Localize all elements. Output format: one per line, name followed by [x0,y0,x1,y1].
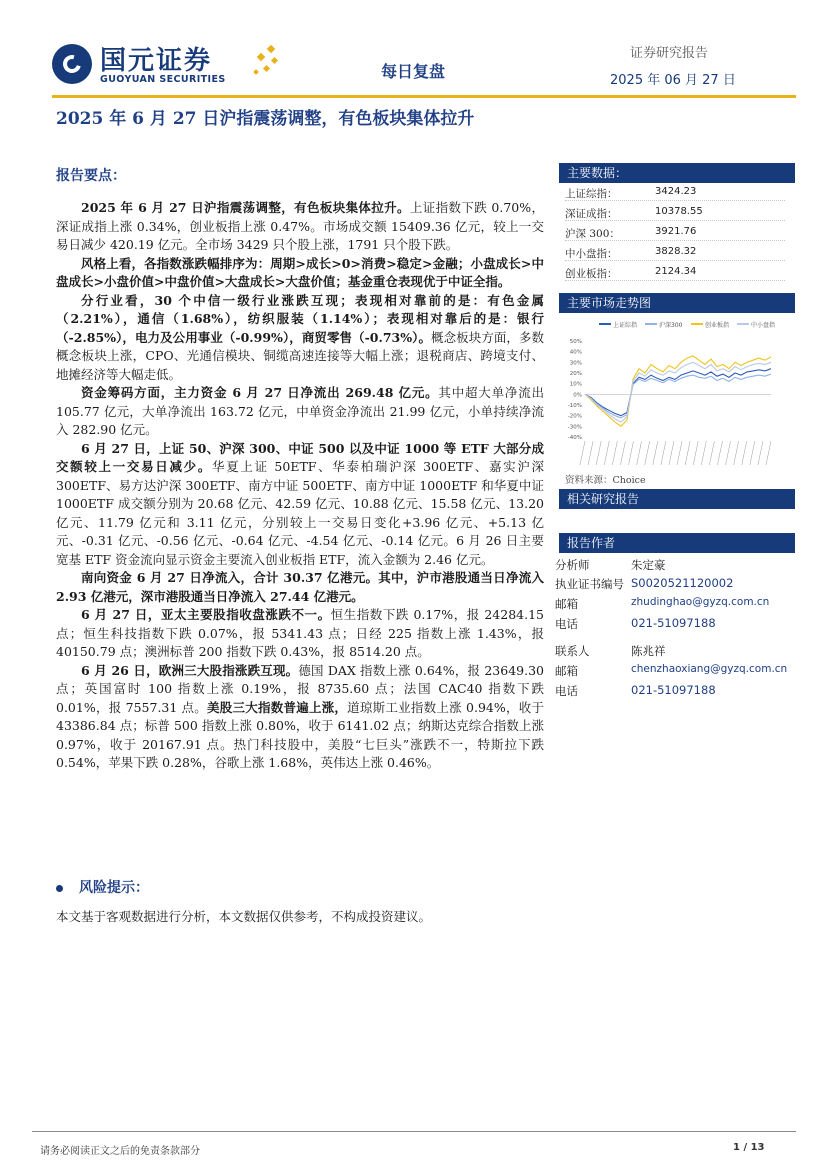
y-tick-label: 30% [569,360,582,367]
x-tick-mark [726,441,731,465]
x-tick-mark [637,441,642,465]
company-logo [52,40,282,96]
paragraph: 6 月 26 日，欧洲三大股指涨跌互现。德国 DAX 指数上涨 0.64%，报 23649.30 点；英国富时 100 指数上涨 0.19%，报 8735.60 点；法国 CAC40 指数下跌 0.01%，报 7557.31 点。美股三大指数普遍上涨，道琼斯工业指数上涨 0.94%，收于 43386.84 点；标普 500 指数上涨 0.80%，收于 6141.02 点；纳斯达克综合指数上涨 0.97%，收于 20167.91 点。热门科技股中，美股“七巨头”涨跌不一，特斯拉下跌 0.54%，苹果下跌 0.28%，谷歌上涨 1.68%，英伟达上涨 0.46%。 [56,662,544,770]
series-line [585,356,771,426]
series-line [585,362,771,422]
x-tick-mark [685,441,690,465]
key-data-row: 创业板指： 2124.34 [565,264,785,281]
logo-mark-icon [52,44,92,84]
key-data-row: 深证成指： 10378.55 [565,204,785,221]
x-tick-mark [742,441,747,465]
bullet-icon [56,885,63,892]
paragraph: 6 月 27 日，上证 50、沪深 300、中证 500 以及中证 1000 等 ETF 大部分成交额较上一交易日减少。华夏上证 50ETF、华泰柏瑞沪深 300ETF、嘉实沪深 300ETF、易方达沪深 300ETF、南方中证 500ETF、南方中证 1000ETF 和华夏中证 1000ETF 成交额分别为 20.68 亿元、42.59 亿元、10.88 亿元、15.58 亿元、13.20 亿元、11.79 亿元和 3.11 亿元，分别较上一交易日变化+3.96 亿元、+5.13 亿元、-0.31 亿元、-0.56 亿元、-0.64 亿元、-4.54 亿元、-0.14 亿元。6 月 26 日主要宽基 ETF 资金流向显示资金主要流入创业板指 ETF，流入金额为 2.46 亿元。 [56,440,544,567]
logo-stars-icon [250,44,284,80]
key-data-row: 沪深 300： 3921.76 [565,224,785,241]
y-tick-label: 20% [569,371,582,377]
risk-text: 本文基于客观数据进行分析，本文数据仅供参考，不构成投资建议。 [56,909,432,924]
key-data-row: 上证综指： 3424.23 [565,184,785,201]
report-type: 证券研究报告 [630,46,709,61]
key-data-row: 中小盘指： 3828.32 [565,244,785,261]
x-tick-mark [620,441,625,465]
authors-header: 报告作者 [559,533,795,553]
footer-divider [32,1131,796,1132]
y-tick-label: -10% [567,403,582,409]
paragraph: 2025 年 6 月 27 日沪指震荡调整，有色板块集体拉升。上证指数下跌 0.70%，深证成指上涨 0.34%，创业板指上涨 0.47%。市场成交额 15409.36 亿元，较上一交易日减少 420.19 亿元。全市场 3429 只个股上涨，1791 只个股下跌。 [56,200,544,252]
x-tick-mark [629,441,634,465]
x-tick-mark [701,441,706,465]
y-tick-label: 40% [569,349,582,356]
x-tick-mark [661,441,666,465]
x-tick-mark [580,441,585,465]
paragraph: 6 月 27 日，亚太主要股指收盘涨跌不一。恒生指数下跌 0.17%，报 24284.15 点；恒生科技指数下跌 0.07%，报 5341.43 点；日经 225 指数上涨 1.43%，报 40150.79 点；澳洲标普 200 指数下跌 0.43%，报 8514.20 点。 [56,607,544,659]
summary-label: 报告要点： [56,168,126,184]
x-tick-mark [588,441,593,465]
market-trend-chart [559,315,795,470]
legend-label: 沪深300 [659,322,683,329]
y-tick-label: -30% [567,424,582,431]
series-line [585,374,771,418]
y-tick-label: -20% [567,413,582,420]
y-tick-label: 10% [569,381,582,388]
x-tick-mark [612,441,617,465]
daily-review-label: 每日复盘 [381,62,446,81]
x-tick-mark [645,441,650,465]
risk-heading: 风险提示： [56,877,149,897]
x-tick-mark [653,441,658,465]
x-tick-mark [734,441,739,465]
market-chart-header: 主要市场走势图 [559,293,795,313]
logo-chinese-name: 国元证券 [100,46,213,76]
y-tick-label: -40% [567,435,582,441]
x-tick-mark [717,441,722,465]
related-reports-header: 相关研究报告 [559,489,795,509]
footer-disclaimer: 请务必阅读正文之后的免责条款部分 [40,1146,200,1157]
chart-source: 资料来源：Choice [565,475,646,486]
report-body [56,199,544,773]
report-date: 2025 年 06 月 27 日 [610,73,736,88]
y-tick-label: 0% [573,392,582,399]
y-tick-label: 50% [569,339,582,345]
x-tick-mark [758,441,763,465]
paragraph: 南向资金 6 月 27 日净流入，合计 30.37 亿港元。其中，沪市港股通当日净流入 2.93 亿港元，深市港股通当日净流入 27.44 亿港元。 [56,570,544,604]
key-data-header: 主要数据： [559,163,795,183]
x-tick-mark [596,441,601,465]
logo-english-name: GUOYUAN SECURITIES [100,74,226,85]
page-number: 1 / 13 [733,1142,765,1153]
contact-email-link[interactable]: chenzhaoxiang@gyzq.com.cn [631,663,788,675]
series-line [585,369,771,416]
paragraph: 分行业看，30 个中信一级行业涨跌互现；表现相对靠前的是：有色金属（2.21%），通信（1.68%），纺织服装（1.14%）；表现相对靠后的是：银行（-2.85%），电力及公用事业（-0.99%），商贸零售（-0.73%）。概念板块方面，多数概念板块上涨，CPO、光通信模块、铜缆高速连接等大幅上涨；退税商店、跨境支付、地摊经济等大幅走低。 [56,292,544,382]
analyst-email-link[interactable]: zhudinghao@gyzq.com.cn [631,596,770,608]
x-tick-mark [669,441,674,465]
legend-label: 上证综指 [613,322,638,329]
x-tick-mark [709,441,714,465]
x-tick-mark [604,441,609,465]
legend-label: 中小盘指 [751,322,776,329]
header-divider [52,95,796,98]
x-tick-mark [677,441,682,465]
x-tick-mark [693,441,698,465]
x-tick-mark [766,441,771,465]
x-tick-mark [750,441,755,465]
paragraph: 资金筹码方面，主力资金 6 月 27 日净流出 269.48 亿元。其中超大单净流出 105.77 亿元，大单净流出 163.72 亿元，中单资金净流出 21.99 亿元，小单持续净流入 282.90 亿元。 [56,385,544,437]
legend-label: 创业板指 [705,322,730,329]
paragraph: 风格上看，各指数涨跌幅排序为：周期>成长>0>消费>稳定>金融；小盘成长>中盘成长>小盘价值>中盘价值>大盘成长>大盘价值；基金重仓表现优于中证全指。 [56,255,544,289]
page-title: 2025 年 6 月 27 日沪指震荡调整，有色板块集体拉升 [56,109,475,129]
